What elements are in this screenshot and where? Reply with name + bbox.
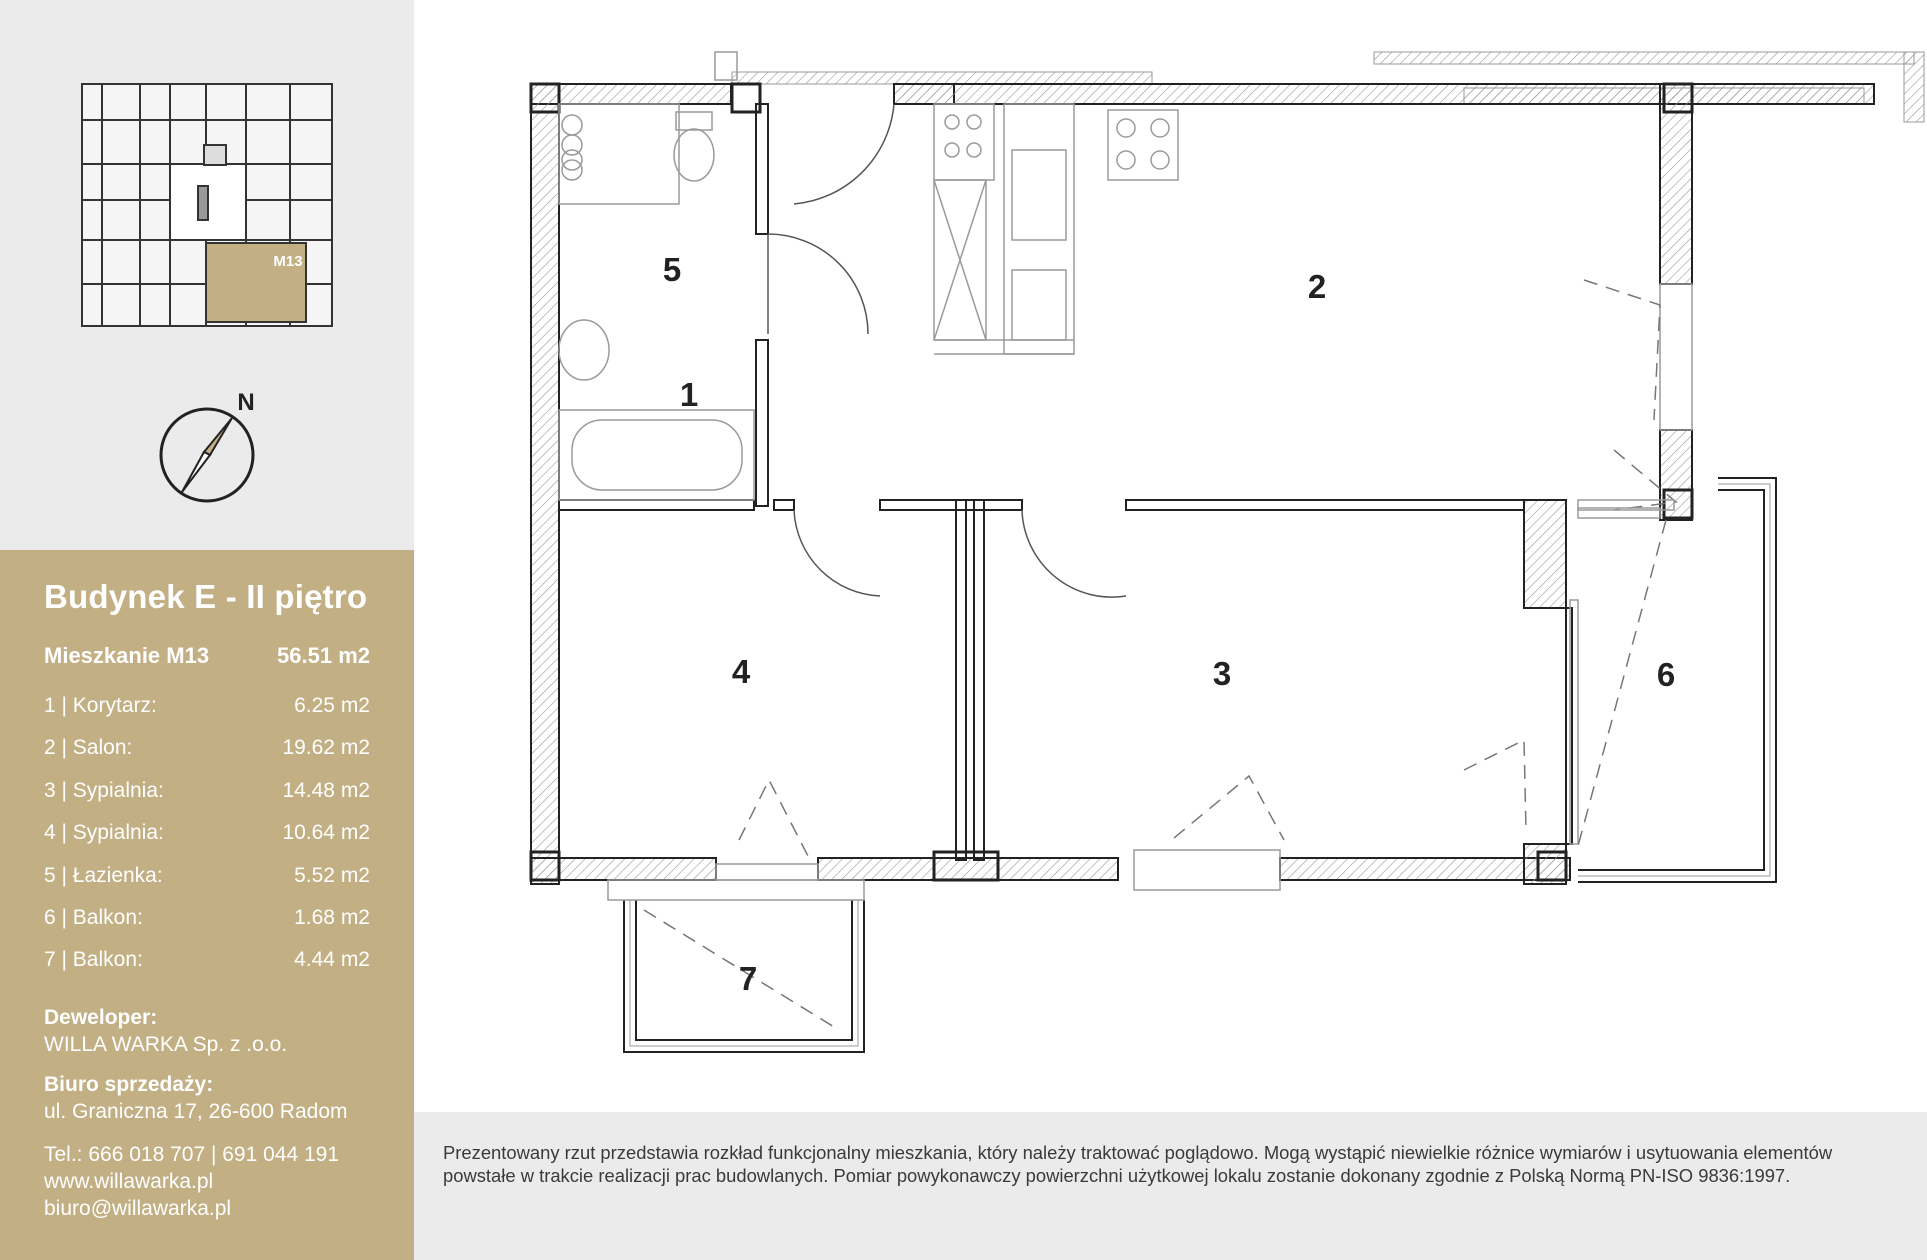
- room-area: 6.25 m2: [294, 694, 370, 717]
- apartment-summary: [44, 643, 370, 669]
- key-plan-unit-label: M13: [273, 253, 303, 270]
- sidebar: [0, 0, 414, 1260]
- room-area: 5.52 m2: [294, 863, 370, 887]
- room-area: 19.62 m2: [282, 736, 370, 760]
- room-area: 4.44 m2: [294, 948, 370, 972]
- room-label: 7 | Balkon:: [44, 948, 143, 972]
- disclaimer-panel: [414, 1112, 1927, 1260]
- room-label: 3 | Sypialnia:: [44, 778, 164, 802]
- floor-plan: [414, 0, 1927, 1112]
- sales-office-block: [44, 1071, 348, 1125]
- room-area: 1.68 m2: [294, 905, 370, 929]
- developer-name: WILLA WARKA Sp. z .o.o.: [44, 1033, 288, 1056]
- room-label: 1 | Korytarz:: [44, 694, 157, 717]
- room-number-2: 2: [1307, 268, 1327, 305]
- kitchen-fixtures: [934, 104, 1178, 354]
- developer-heading: Deweloper:: [44, 1006, 158, 1029]
- room-list: [44, 694, 370, 991]
- room-area: 14.48 m2: [282, 778, 370, 802]
- room-row: [44, 864, 370, 906]
- room-number-4: 4: [731, 653, 751, 690]
- floor-plan-drawing: [414, 0, 1927, 1112]
- sales-office-heading: Biuro sprzedaży:: [44, 1073, 214, 1096]
- room-number-6: 6: [1656, 656, 1676, 693]
- room-label: 6 | Balkon:: [44, 905, 143, 929]
- apartment-info-panel: [0, 550, 414, 1260]
- doors: [768, 104, 1126, 597]
- phone-text: Tel.: 666 018 707 | 691 044 191: [44, 1143, 340, 1166]
- room-label: 4 | Sypialnia:: [44, 821, 164, 845]
- balcony-7: [608, 880, 864, 1052]
- apartment-area: 56.51 m2: [277, 643, 370, 668]
- room-row: [44, 736, 370, 778]
- sidebar-top-panel: [0, 0, 414, 550]
- room-number-1: 1: [679, 376, 699, 413]
- bathroom-fixtures: [559, 104, 754, 500]
- room-row: [44, 779, 370, 821]
- room-label: 2 | Salon:: [44, 736, 133, 760]
- compass-north-label: N: [237, 389, 255, 416]
- contact-block: [44, 1141, 339, 1222]
- room-number-5: 5: [662, 251, 682, 288]
- disclaimer-text: Prezentowany rzut przedstawia rozkład funkcjonalny mieszkania, który należy traktować poglądowo. Mogą wystąpić niewielkie różnice wymiarów i usytuowania elementów powstałe w trakcie realizacji prac budowlanych. Pomiar powykonawczy powierzchni użytkowej lokalu zostanie dokonany zgodnie z Polską Normą PN-ISO 9836:1997.: [443, 1142, 1833, 1186]
- email-link[interactable]: biuro@willawarka.pl: [44, 1197, 232, 1220]
- room-row: [44, 906, 370, 948]
- key-plan: [0, 0, 414, 550]
- room-area: 10.64 m2: [282, 821, 370, 845]
- room-numbers: [663, 251, 1675, 997]
- room-row: [44, 694, 370, 736]
- room-number-7: 7: [738, 960, 758, 997]
- apartment-label: Mieszkanie M13: [44, 643, 210, 668]
- room-row: [44, 948, 370, 990]
- room-row: [44, 821, 370, 863]
- balcony-6: [1578, 478, 1776, 882]
- website-link[interactable]: www.willawarka.pl: [44, 1170, 214, 1193]
- columns: [531, 84, 1692, 880]
- exterior-walls: [531, 84, 1874, 884]
- developer-block: [44, 1004, 287, 1058]
- building-title: Budynek E - II piętro: [44, 578, 368, 615]
- compass-icon: [161, 389, 255, 501]
- room-label: 5 | Łazienka:: [44, 863, 163, 887]
- sales-office-address: ul. Graniczna 17, 26-600 Radom: [44, 1100, 348, 1123]
- room-number-3: 3: [1212, 655, 1232, 692]
